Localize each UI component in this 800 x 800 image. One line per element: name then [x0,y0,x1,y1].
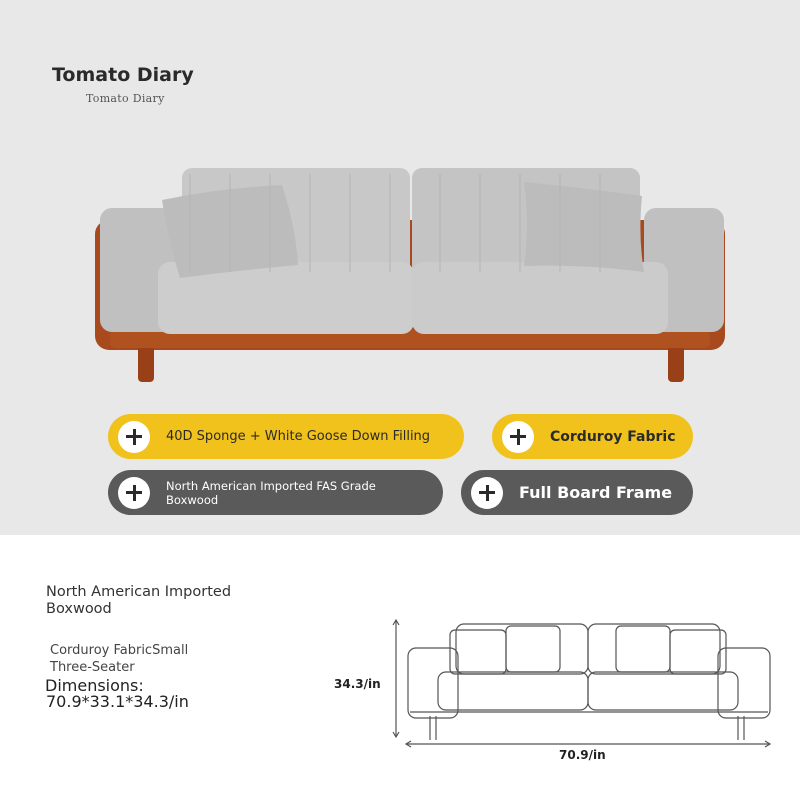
feature-pill-frame [461,470,693,515]
plus-icon [471,477,503,509]
plus-icon [502,421,534,453]
sofa-product-image [90,160,730,390]
feature-pill-wood [108,470,443,515]
dimension-height-label: 34.3/in [334,677,381,691]
feature-label-filling: 40D Sponge + White Goose Down Filling [166,429,431,444]
brand-subtitle: Tomato Diary [86,92,165,105]
dimension-width-label: 70.9/in [559,748,606,762]
feature-pill-fabric [492,414,693,459]
feature-pill-filling [108,414,464,459]
spec-material: North American Imported Boxwood [46,584,232,617]
feature-label-fabric: Corduroy Fabric [550,428,676,445]
spec-dimensions-value: 70.9*33.1*34.3/in [46,692,189,711]
spec-model: Three-Seater [50,660,135,675]
spec-fabric: Corduroy FabricSmall [50,643,189,658]
plus-icon [118,477,150,509]
plus-icon [118,421,150,453]
feature-label-frame: Full Board Frame [519,483,673,502]
spec-dimensions-label: Dimensions: [45,676,144,695]
feature-label-wood: North American Imported FAS Grade Boxwood [166,478,376,507]
brand-logo: Tomato Diary [52,64,194,86]
